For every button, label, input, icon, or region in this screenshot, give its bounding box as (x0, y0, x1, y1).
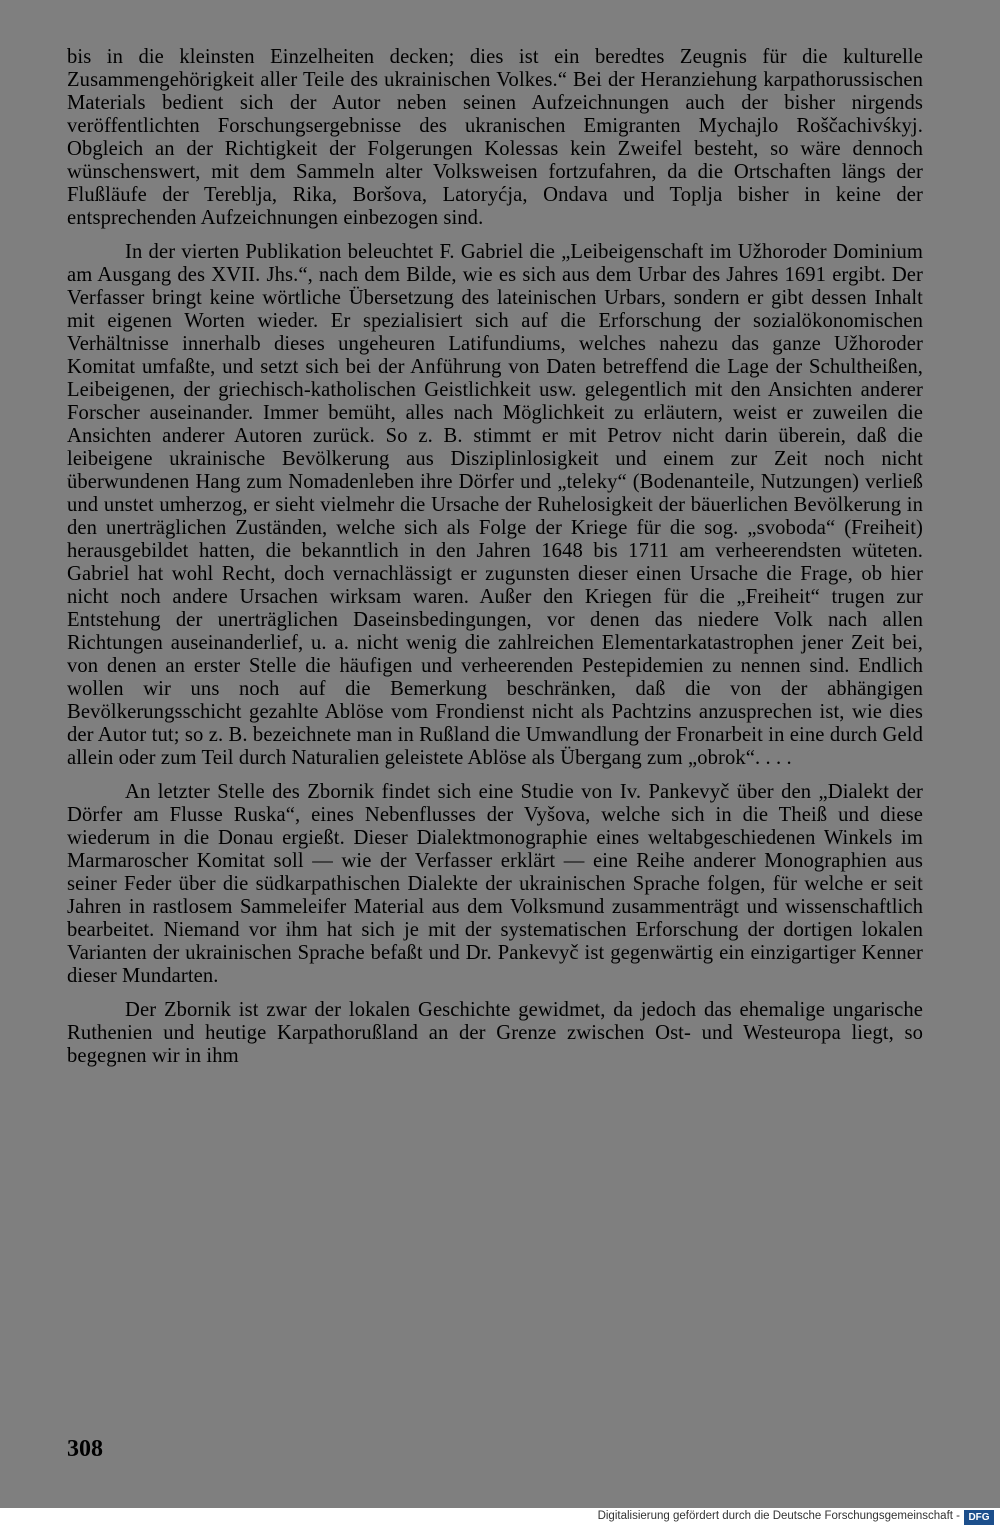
page-number: 308 (67, 1436, 103, 1462)
funding-credit: Digitalisierung gefördert durch die Deutsche Forschungsgemeinschaft - (597, 1510, 960, 1522)
paragraph-3: An letzter Stelle des Zbornik findet sich eine Studie von Iv. Pankevyč über den „Dialekt der Dörfer am Flusse Ruska“, eines Nebenflusses der Vyšova, welche sich in die Theiß und diese wiederum in die Donau ergießt. Dieser Dialektmonographie eines weltabgeschiedenen Winkels im Marmaroscher Komitat soll — wie der Verfasser erklärt — eine Reihe anderer Monographien aus seiner Feder über die südkarpathischen Dialekte der ukrainischen Sprache folgen, für welche er seit Jahren in rastlosem Sammeleifer Material aus dem Volksmund zusammenträgt und wissenschaftlich bearbeitet. Niemand vor ihm hat sich je mit der systematischen Erforschung der dortigen lokalen Varianten der ukrainischen Sprache befaßt und Dr. Pankevyč ist gegenwärtig ein einzigartiger Kenner dieser Mundarten. (67, 781, 923, 987)
dfg-logo-icon: DFG (964, 1510, 994, 1525)
body-text (67, 46, 923, 1068)
footer-bar (0, 1508, 1000, 1528)
paragraph-2: In der vierten Publikation beleuchtet F. Gabriel die „Leibeigenschaft im Užhoroder Dominium am Ausgang des XVII. Jhs.“, nach dem Bilde, wie es sich aus dem Urbar des Jahres 1691 ergibt. Der Verfasser bringt keine wörtliche Übersetzung des lateinischen Urbars, sondern er gibt dessen Inhalt mit eigenen Worten wieder. Er spezialisiert sich auf die Erforschung der sozialökonomischen Verhältnisse innerhalb dieses ungeheuren Latifundiums, welches nahezu das ganze Užhoroder Komitat umfaßte, und setzt sich bei der Anführung von Daten betreffend die Lage der Schultheißen, Leibeigenen, der griechisch-katholischen Geistlichkeit usw. gelegentlich mit den Ansichten anderer Forscher auseinander. Immer bemüht, alles nach Möglichkeit zu erläutern, weist er zuweilen die Ansichten anderer Autoren zurück. So z. B. stimmt er mit Petrov nicht darin überein, daß die leibeigene ukrainische Bevölkerung aus Disziplinlosigkeit und einem zur Zeit noch nicht überwundenen Hang zum Nomadenleben ihre Dörfer und „teleky“ (Bodenanteile, Nutzungen) verließ und unstet umherzog, er sieht vielmehr die Ursache der Ruhelosigkeit der bäuerlichen Bevölkerung in den unerträglichen Zuständen, welche sich als Folge der Kriege für die sog. „svoboda“ (Freiheit) herausgebildet hatten, die bekanntlich in den Jahren 1648 bis 1711 am verheerendsten wüteten. Gabriel hat wohl Recht, doch vernachlässigt er zugunsten dieser einen Ursache die Frage, ob hier nicht noch andere Ursachen wirksam waren. Außer den Kriegen für die „Freiheit“ trugen zur Entstehung der unerträglichen Daseinsbedingungen, vor denen das niedere Volk nach allen Richtungen auseinanderlief, u. a. nicht wenig die zahlreichen Elementarkatastrophen jener Zeit bei, von denen an erster Stelle die häufigen und verheerenden Pestepidemien zu nennen sind. Endlich wollen wir uns noch auf die Bemerkung beschränken, daß die von der abhängigen Bevölkerungsschicht gezahlte Ablöse vom Frondienst nicht als Pachtzins anzusprechen ist, wie dies der Autor tut; so z. B. bezeichnete man in Rußland die Umwandlung der Fronarbeit in eine durch Geld allein oder zum Teil durch Naturalien geleistete Ablöse als Übergang zum „obrok“. . . . (67, 241, 923, 769)
paragraph-1: bis in die kleinsten Einzelheiten decken; dies ist ein beredtes Zeugnis für die kulturelle Zusammengehörigkeit aller Teile des ukrainischen Volkes.“ Bei der Heranziehung karpathorussischen Materials bedient sich der Autor neben seinen Aufzeichnungen auch der bisher nirgends veröffentlichten Forschungsergebnisse des ukranischen Emigranten Mychajlo Roščachivśkyj. Obgleich an der Richtigkeit der Folgerungen Kolessas kein Zweifel besteht, so wäre dennoch wünschenswert, mit dem Sammeln alter Volksweisen fortzufahren, da die Ortschaften längs der Flußläufe der Tereblja, Rika, Boršova, Latoryćja, Ondava und Toplja bisher in keine der entsprechenden Aufzeichnungen einbezogen sind. (67, 46, 923, 229)
paragraph-4: Der Zbornik ist zwar der lokalen Geschichte gewidmet, da jedoch das ehemalige ungarische Ruthenien und heutige Karpathorußland an der Grenze zwischen Ost- und Westeuropa liegt, so begegnen wir in ihm (67, 999, 923, 1067)
